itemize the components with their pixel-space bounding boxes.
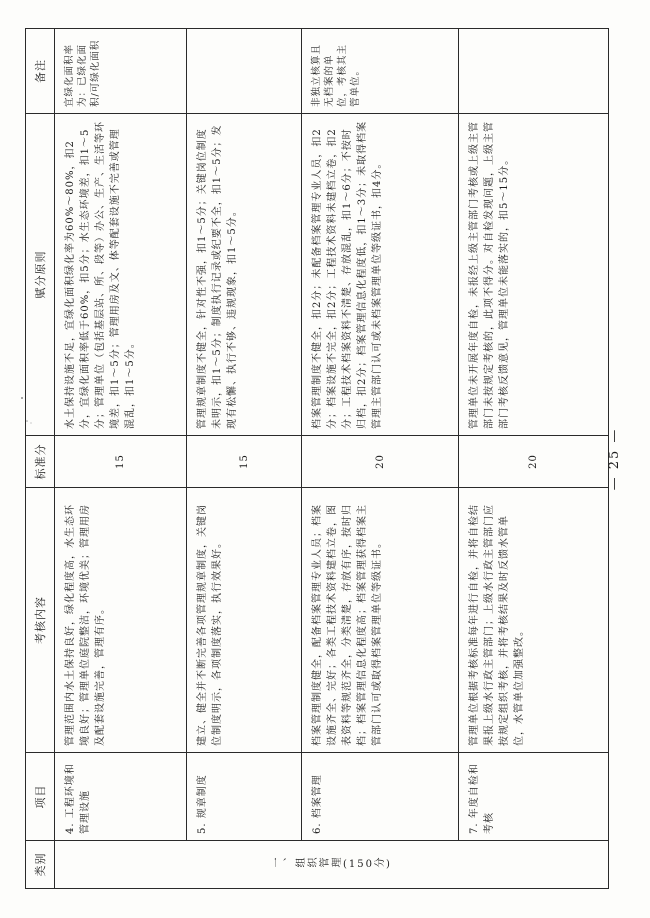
header-content: 考核内容 [26, 488, 55, 753]
header-score: 标准分 [26, 436, 55, 488]
table-row [187, 29, 302, 889]
content-cell: 管理单位根据考核标准每年进行自检，并将自检结果报上级水行政主管部门；上级水行政主管部门应按规定组织考核，并将考核结果及时反馈水管单位，水管单位加强整改。 [459, 488, 609, 753]
item-cell: 5. 规章制度 [187, 753, 302, 841]
score-cell: 15 [55, 436, 187, 488]
rotated-page [25, 29, 625, 889]
score-cell: 15 [187, 436, 302, 488]
rules-cell: 管理规章制度不健全，针对性不强，扣1～5分；关键岗位制度未明示，扣1～5分；制度执行记录或纪要不全，扣1～5分；发现有松懈、执行不够、违规现象，扣1～5分。 [187, 114, 302, 436]
page-number: — 25 — [607, 427, 622, 491]
scan-artifact [18, 395, 38, 435]
item-cell: 6. 档案管理 [302, 753, 459, 841]
item-cell: 7. 年度自检和考核 [459, 753, 609, 841]
category-label: 一、组织管理(150分) [271, 859, 392, 870]
header-rules: 赋分原则 [26, 114, 55, 436]
header-item: 项目 [26, 753, 55, 841]
item-cell: 4. 工程环境和管理设施 [55, 753, 187, 841]
category-cell [55, 841, 609, 889]
remarks-cell [187, 29, 302, 114]
assessment-table [25, 28, 609, 889]
header-remarks: 备注 [26, 29, 55, 114]
remarks-cell: 非独立核算且无档案的单位，考核其主管单位。 [302, 29, 459, 114]
content-cell: 管理范围内水土保持良好，绿化程度高，水生态环境良好；管理单位庭院整洁，环境优美；管理用房及配套设施完善，管理有序。 [55, 488, 187, 753]
table-row [302, 29, 459, 889]
rules-cell: 水土保持设施不足，宜绿化面积绿化率为60%～80%，扣2分，宜绿化面积率低于60%，扣5分；水生态环境差，扣1～5分；管理单位（包括基层站、所、段等）办公、生产、生活等环境差，扣1～5分；管理用房及文、体等配套设施不完善或管理混乱，扣1～5分。 [55, 114, 187, 436]
rules-cell: 管理单位未开展年度自检，未报经上级主管部门考核或上级主管部门未按规定考核的，此项不得分。对自检发现问题，上级主管部门考核反馈意见，管理单位未能落实的，扣5～15分。 [459, 114, 609, 436]
content-cell: 档案管理制度健全，配备档案管理专业人员；档案设施齐全、完好；各类工程技术资料建档立卷，图表资料等规范齐全，分类清楚，存放有序，按时归档；档案管理信息化程度高；档案管理获得档案主管部门认可或取得档案管理单位等级证书。 [302, 488, 459, 753]
content-cell: 建立、健全并不断完善各项管理规章制度，关键岗位制度明示，各项制度落实，执行效果好。 [187, 488, 302, 753]
score-cell: 20 [302, 436, 459, 488]
header-category: 类别 [26, 841, 55, 889]
table-row [55, 29, 187, 889]
remarks-cell: 宜绿化面积率为：已绿化面积/可绿化面积 [55, 29, 187, 114]
header-row [26, 29, 55, 889]
rules-cell: 档案管理制度不健全，扣2分；未配备档案管理专业人员，扣2分；档案设施不完全，扣2分；工程技术资料未建档立卷，扣2分；工程技术档案资料不清楚、存放混乱，扣1～6分；不按时归档，扣2分；档案管理信息化程度低，扣1～3分；未取得档案管理主管部门认可或未档案管理单位等级证书，扣4分。 [302, 114, 459, 436]
table-row [459, 29, 609, 889]
remarks-cell [459, 29, 609, 114]
score-cell: 20 [459, 436, 609, 488]
